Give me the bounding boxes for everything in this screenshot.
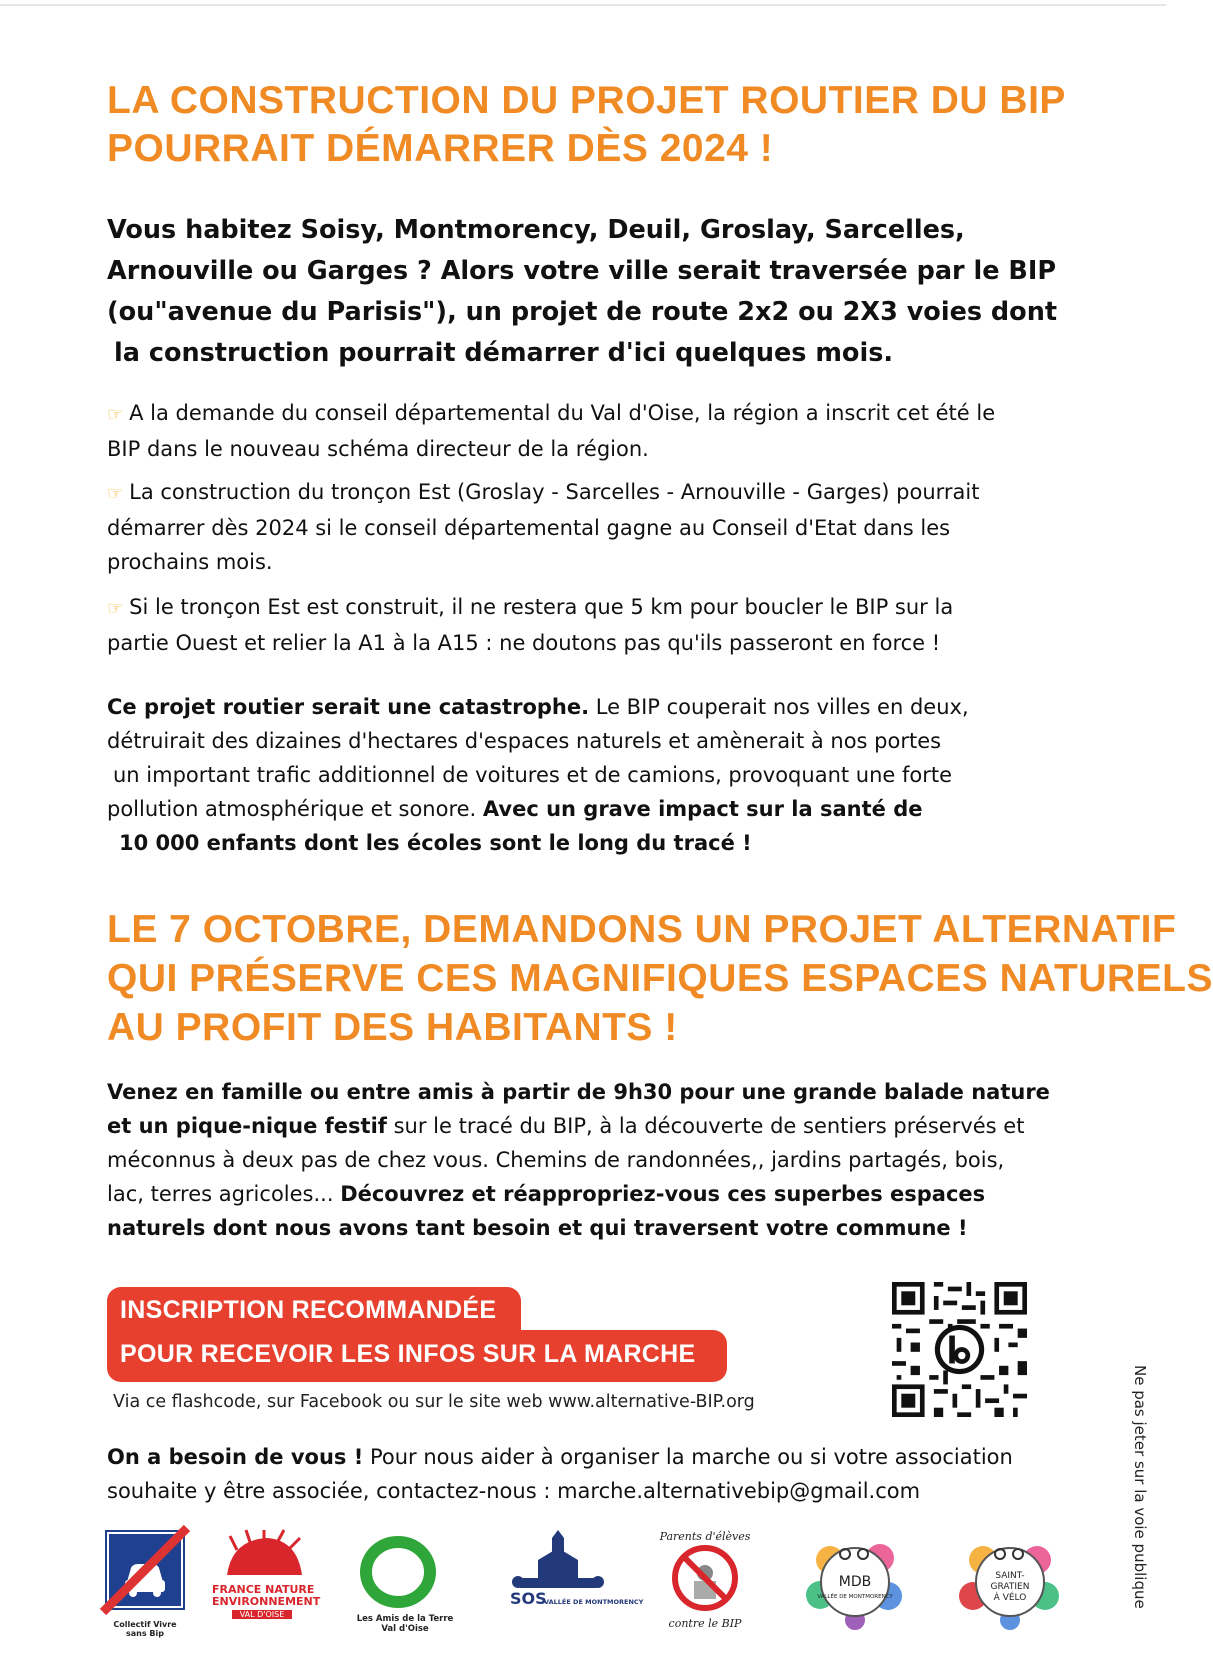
logo-mdb-sub-text: VALLÉE DE MONTMORENCY bbox=[817, 1594, 893, 1600]
logo-caption: VAL D'OISE bbox=[232, 1610, 292, 1619]
bullet-text: BIP dans le nouveau schéma directeur de la région. bbox=[107, 437, 649, 461]
pointing-hand-icon: ☞ bbox=[107, 483, 124, 504]
bold-text: Venez en famille ou entre amis à partir de 9h30 pour une grande balade nature bbox=[107, 1080, 1050, 1104]
bullet-text: La construction du tronçon Est (Groslay - Sarcelles - Arnouville - Garges) pourrait bbox=[129, 480, 980, 504]
headline-1-line-1: LA CONSTRUCTION DU PROJET ROUTIER DU BIP bbox=[107, 79, 1066, 122]
text: pollution atmosphérique et sonore. bbox=[107, 797, 483, 821]
bicycle-circle-icon bbox=[800, 1530, 910, 1630]
bullet-text: démarrer dès 2024 si le conseil départemental gagne au Conseil d'Etat dans les bbox=[107, 516, 951, 540]
logo-caption: FRANCE NATURE bbox=[212, 1583, 315, 1596]
bullet-text: A la demande du conseil départemental du Val d'Oise, la région a inscrit cet été le bbox=[129, 401, 996, 425]
logo-amis-de-la-terre bbox=[350, 1530, 460, 1635]
logo-sg-line-2: GRATIEN bbox=[990, 1582, 1030, 1592]
logo-caption: Collectif Vivre sans Bip bbox=[113, 1620, 177, 1638]
prohibited-road-icon bbox=[650, 1543, 760, 1613]
bicycle-circle-icon bbox=[955, 1530, 1065, 1630]
logo-sos-sub-text: VALLÉE DE MONTMORENCY bbox=[544, 1598, 644, 1606]
bold-text: 10 000 enfants dont les écoles sont le long du tracé ! bbox=[119, 831, 752, 855]
bullet-text: prochains mois. bbox=[107, 550, 273, 574]
email-text: souhaite y être associée, contactez-nous : marche.alternativebip@gmail.com bbox=[107, 1479, 921, 1503]
bold-text: Ce projet routier serait une catastrophe. bbox=[107, 695, 590, 719]
lead-line: Arnouville ou Garges ? Alors votre ville serait traversée par le BIP bbox=[107, 256, 1057, 286]
lead-line: (ou"avenue du Parisis"), un projet de route 2x2 ou 2X3 voies dont bbox=[107, 297, 1058, 327]
logo-vivre-sans-bip bbox=[105, 1530, 185, 1638]
top-border bbox=[0, 4, 1166, 6]
headline-2-line-3: AU PROFIT DES HABITANTS ! bbox=[107, 1006, 678, 1049]
bold-text: Découvrez et réappropriez-vous ces superbes espaces bbox=[340, 1182, 986, 1206]
bullet-text: partie Ouest et relier la A1 à la A15 : ne doutons pas qu'ils passeront en force ! bbox=[107, 631, 941, 655]
text: Pour nous aider à organiser la marche ou si votre association bbox=[363, 1445, 1013, 1469]
text: lac, terres agricoles... bbox=[107, 1182, 341, 1206]
pointing-hand-icon: ☞ bbox=[107, 598, 124, 619]
bullet-3 bbox=[107, 590, 1117, 660]
side-note-text: Ne pas jeter sur la voie publique bbox=[1131, 1365, 1149, 1609]
logo-sg-line-3: À VÉLO bbox=[993, 1593, 1027, 1603]
catastrophe-paragraph bbox=[107, 690, 1117, 860]
logo-parents-eleves bbox=[650, 1530, 760, 1635]
logo-france-nature-environnement bbox=[212, 1530, 321, 1635]
pointing-hand-icon: ☞ bbox=[107, 404, 124, 425]
bold-text: et un pique-nique festif bbox=[107, 1114, 387, 1138]
logo-mdb-text: MDB bbox=[838, 1574, 872, 1590]
invite-paragraph bbox=[107, 1075, 1117, 1245]
logo-mdb bbox=[800, 1530, 910, 1635]
hedgehog-icon bbox=[212, 1530, 312, 1580]
text: détruirait des dizaines d'hectares d'espaces naturels et amènerait à nos portes bbox=[107, 729, 942, 753]
logo-caption: Les Amis de la Terre Val d'Oise bbox=[356, 1614, 454, 1634]
logo-saint-gratien-a-velo bbox=[955, 1530, 1065, 1635]
text: sur le tracé du BIP, à la découverte de sentiers préservés et bbox=[386, 1114, 1025, 1138]
logo-caption: Parents d'élèves bbox=[659, 1530, 751, 1543]
headline-2-line-2: QUI PRÉSERVE CES MAGNIFIQUES ESPACES NATURELS bbox=[107, 957, 1213, 1000]
contact-paragraph bbox=[107, 1440, 1117, 1508]
qr-code[interactable] bbox=[892, 1282, 1027, 1417]
church-icon bbox=[500, 1530, 644, 1620]
banner-line-2: POUR RECEVOIR LES INFOS SUR LA MARCHE bbox=[120, 1340, 696, 1368]
logo-caption: ENVIRONNEMENT bbox=[212, 1595, 321, 1608]
text: méconnus à deux pas de chez vous. Chemins de randonnées,, jardins partagés, bois, bbox=[107, 1148, 1005, 1172]
logo-sos-vallee-montmorency bbox=[500, 1530, 644, 1635]
lead-line: la construction pourrait démarrer d'ici quelques mois. bbox=[114, 338, 894, 368]
no-road-car-icon bbox=[105, 1530, 185, 1612]
text: un important trafic additionnel de voitures et de camions, provoquant une forte bbox=[113, 763, 953, 787]
logo-sos-text: SOS bbox=[510, 1589, 547, 1608]
via-text: Via ce flashcode, sur Facebook ou sur le site web www.alternative-BIP.org bbox=[113, 1392, 755, 1412]
headline-1-line-2: POURRAIT DÉMARRER DÈS 2024 ! bbox=[107, 127, 774, 170]
bold-text: On a besoin de vous ! bbox=[107, 1445, 364, 1469]
lead-line: Vous habitez Soisy, Montmorency, Deuil, Groslay, Sarcelles, bbox=[107, 215, 965, 245]
text: Le BIP couperait nos villes en deux, bbox=[589, 695, 969, 719]
bullet-2 bbox=[107, 475, 1117, 579]
lead-paragraph bbox=[107, 210, 1107, 374]
logo-caption: contre le BIP bbox=[668, 1617, 742, 1630]
bold-text: naturels dont nous avons tant besoin et qui traversent votre commune ! bbox=[107, 1216, 968, 1240]
banner-line-1: INSCRIPTION RECOMMANDÉE bbox=[120, 1296, 497, 1324]
bullet-1 bbox=[107, 396, 1117, 466]
side-note bbox=[1133, 1365, 1157, 1655]
green-ring-icon bbox=[350, 1530, 460, 1610]
logo-sg-line-1: SAINT- bbox=[995, 1571, 1025, 1581]
bullet-text: Si le tronçon Est est construit, il ne restera que 5 km pour boucler le BIP sur la bbox=[129, 595, 954, 619]
headline-2-line-1: LE 7 OCTOBRE, DEMANDONS UN PROJET ALTERNATIF bbox=[107, 908, 1177, 951]
bold-text: Avec un grave impact sur la santé de bbox=[482, 797, 923, 821]
